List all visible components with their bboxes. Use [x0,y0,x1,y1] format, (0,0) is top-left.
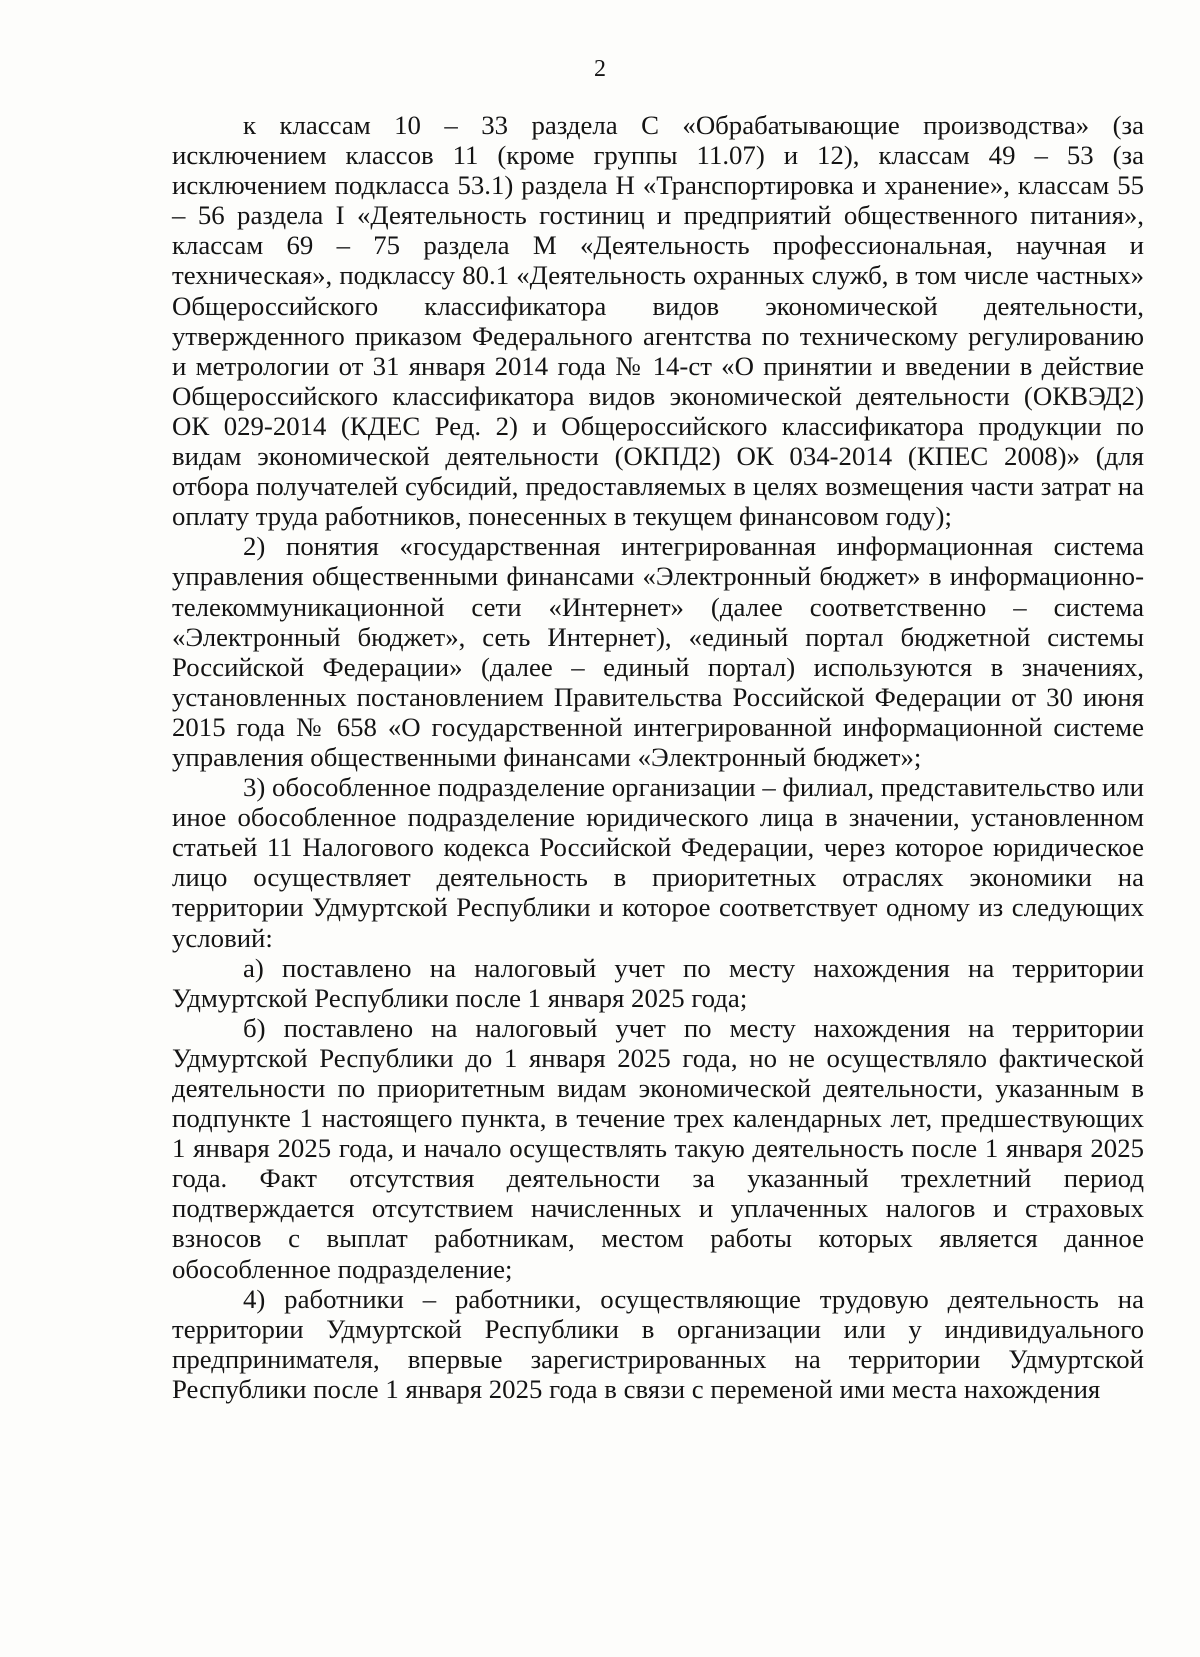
paragraph-item-2-electronic-budget: 2) понятия «государственная интегрированная информационная система управления общественными финансами «Электронный бюджет» в информационно-телекоммуникационной сети «Интернет» (далее соответственно – система «Электронный бюджет», сеть Интернет), «единый портал бюджетной системы Российской Федерации» (далее – единый портал) используются в значениях, установленных постановлением Правительства Российской Федерации от 30 июня 2015 года № 658 «О государственной интегрированной информационной системе управления общественными финансами «Электронный бюджет»; [172,531,1144,772]
paragraph-item-4-employees: 4) работники – работники, осуществляющие трудовую деятельность на территории Удмуртской Республики в организации или у индивидуального предпринимателя, впервые зарегистрированных на территории Удмуртской Республики после 1 января 2025 года в связи с переменой ими места нахождения [172,1283,1144,1404]
paragraph-item-3-separate-subdivision: 3) обособленное подразделение организации – филиал, представительство или иное обособленное подразделение юридического лица в значении, установленном статьей 11 Налогового кодекса Российской Федерации, через которое юридическое лицо осуществляет деятельность в приоритетных отраслях экономики на территории Удмуртской Республики и которое соответствует одному из следующих условий: [172,772,1144,953]
paragraph-subitem-b: б) поставлено на налоговый учет по месту нахождения на территории Удмуртской Республики до 1 января 2025 года, но не осуществляло фактической деятельности по приоритетным видам экономической деятельности, указанным в подпункте 1 настоящего пункта, в течение трех календарных лет, предшествующих 1 января 2025 года, и начало осуществлять такую деятельность после 1 января 2025 года. Факт отсутствия деятельности за указанный трехлетний период подтверждается отсутствием начисленных и уплаченных налогов и страховых взносов с выплат работникам, местом работы которых является данное обособленное подразделение; [172,1012,1144,1284]
document-body [172,110,1144,1404]
paragraph-subitem-a: а) поставлено на налоговый учет по месту нахождения на территории Удмуртской Республики после 1 января 2025 года; [172,952,1144,1013]
paragraph-continuation-okved: к классам 10 – 33 раздела C «Обрабатывающие производства» (за исключением классов 11 (кроме группы 11.07) и 12), классам 49 – 53 (за исключением подкласса 53.1) раздела H «Транспортировка и хранение», классам 55 – 56 раздела I «Деятельность гостиниц и предприятий общественного питания», классам 69 – 75 раздела M «Деятельность профессиональная, научная и техническая», подклассу 80.1 «Деятельность охранных служб, в том числе частных» Общероссийского классификатора видов экономической деятельности, утвержденного приказом Федерального агентства по техническому регулированию и метрологии от 31 января 2014 года № 14-ст «О принятии и введении в действие Общероссийского классификатора видов экономической деятельности (ОКВЭД2) ОК 029-2014 (КДЕС Ред. 2) и Общероссийского классификатора продукции по видам экономической деятельности (ОКПД2) ОК 034-2014 (КПЕС 2008)» (для отбора получателей субсидий, предоставляемых в целях возмещения части затрат на оплату труда работников, понесенных в текущем финансовом году); [172,110,1144,532]
page-number: 2 [594,56,606,82]
